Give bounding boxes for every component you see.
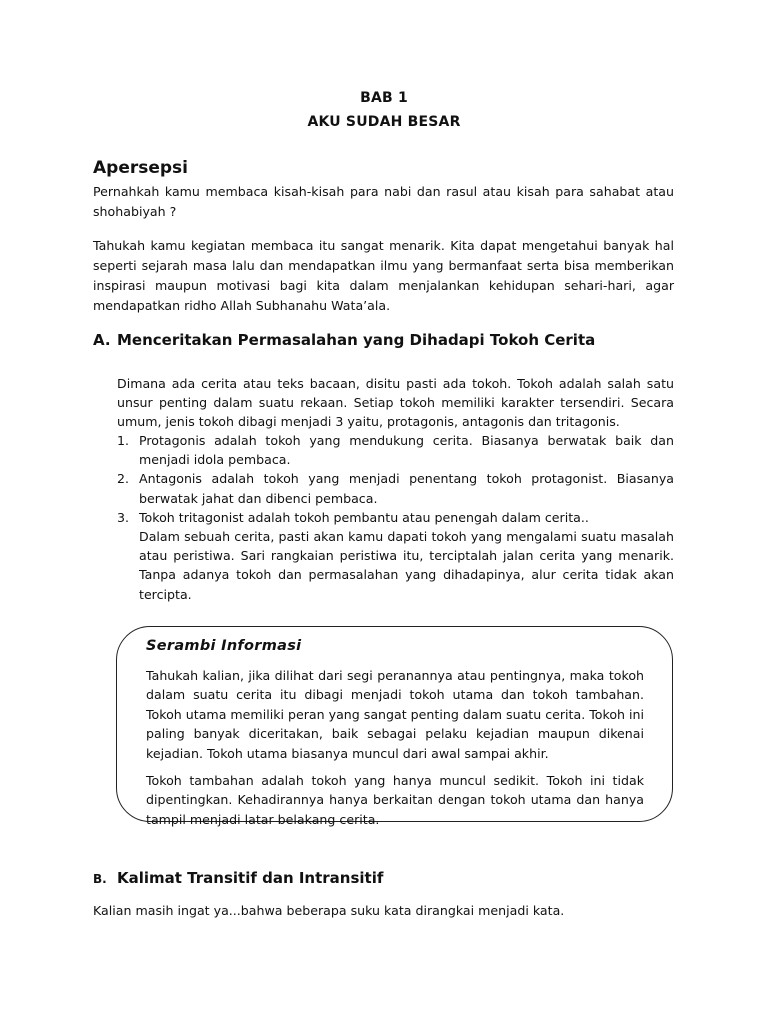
apersepsi-paragraph-1: Pernahkah kamu membaca kisah-kisah para nabi dan rasul atau kisah para sahabat atau shohabiyah ? [93, 184, 674, 219]
info-box-paragraph-1: Tahukah kalian, jika dilihat dari segi peranannya atau pentingnya, maka tokoh dalam suatu cerita itu dibagi menjadi tokoh utama dan tokoh tambahan. Tokoh utama memiliki peran yang sangat penting dalam suatu cerita. Tokoh ini paling banyak diceritakan, baik sebagai pelaku kejadian maupun dikenai kejadian. Tokoh utama biasanya muncul dari awal sampai akhir. [146, 668, 644, 761]
section-a-closing: Dalam sebuah cerita, pasti akan kamu dapati tokoh yang mengalami suatu masalah atau peristiwa. Sari rangkaian peristiwa itu, terciptalah jalan cerita yang menarik. Tanpa adanya tokoh dan permasalahan yang dihadapinya, alur cerita tidak akan tercipta. [139, 529, 674, 602]
chapter-number: BAB 1 [360, 90, 408, 106]
info-box-title: Serambi Informasi [146, 638, 302, 654]
chapter-title: AKU SUDAH BESAR [307, 114, 461, 130]
section-a-intro: Dimana ada cerita atau teks bacaan, disitu pasti ada tokoh. Tokoh adalah salah satu unsur penting dalam suatu rekaan. Setiap tokoh memiliki karakter tersendiri. Secara umum, jenis tokoh dibagi menjadi 3 yaitu, protagonis, antagonis dan tritagonis. [117, 376, 674, 430]
list-item [117, 469, 674, 507]
section-b-heading [93, 869, 383, 887]
section-b-title: Kalimat Transitif dan Intransitif [117, 869, 384, 887]
info-box-paragraph-2: Tokoh tambahan adalah tokoh yang hanya muncul sedikit. Tokoh ini tidak dipentingkan. Kehadirannya hanya berkaitan dengan tokoh utama dan hanya tampil menjadi latar belakang cerita. [146, 773, 644, 827]
list-item [117, 431, 674, 469]
list-item [117, 508, 674, 527]
section-b-intro: Kalian masih ingat ya...bahwa beberapa suku kata dirangkai menjadi kata. [93, 903, 565, 918]
section-b-letter: B. [93, 872, 107, 886]
section-a-letter: A. [93, 331, 111, 349]
list-item-number: 2. [117, 471, 130, 487]
section-a-title: Menceritakan Permasalahan yang Dihadapi Tokoh Cerita [117, 331, 596, 349]
list-item-number: 3. [117, 509, 130, 525]
apersepsi-heading: Apersepsi [93, 158, 189, 178]
section-a-heading [93, 331, 595, 349]
list-item-text: Protagonis adalah tokoh yang mendukung cerita. Biasanya berwatak baik dan menjadi idola pembaca. [139, 433, 674, 468]
list-item-number: 1. [117, 433, 130, 448]
list-item-text: Tokoh tritagonist adalah tokoh pembantu atau penengah dalam cerita.. [139, 509, 589, 525]
apersepsi-paragraph-2: Tahukah kamu kegiatan membaca itu sangat menarik. Kita dapat mengetahui banyak hal seperti sejarah masa lalu dan mendapatkan ilmu yang bermanfaat serta bisa memberikan inspirasi maupun motivasi bagi kita dalam menjalankan kehidupan sehari-hari, agar mendapatkan ridho Allah Subhanahu Wata’ala. [93, 238, 674, 313]
list-item-text: Antagonis adalah tokoh yang menjadi penentang tokoh protagonist. Biasanya berwatak jahat dan dibenci pembaca. [139, 471, 674, 506]
tokoh-types-list [117, 431, 674, 527]
